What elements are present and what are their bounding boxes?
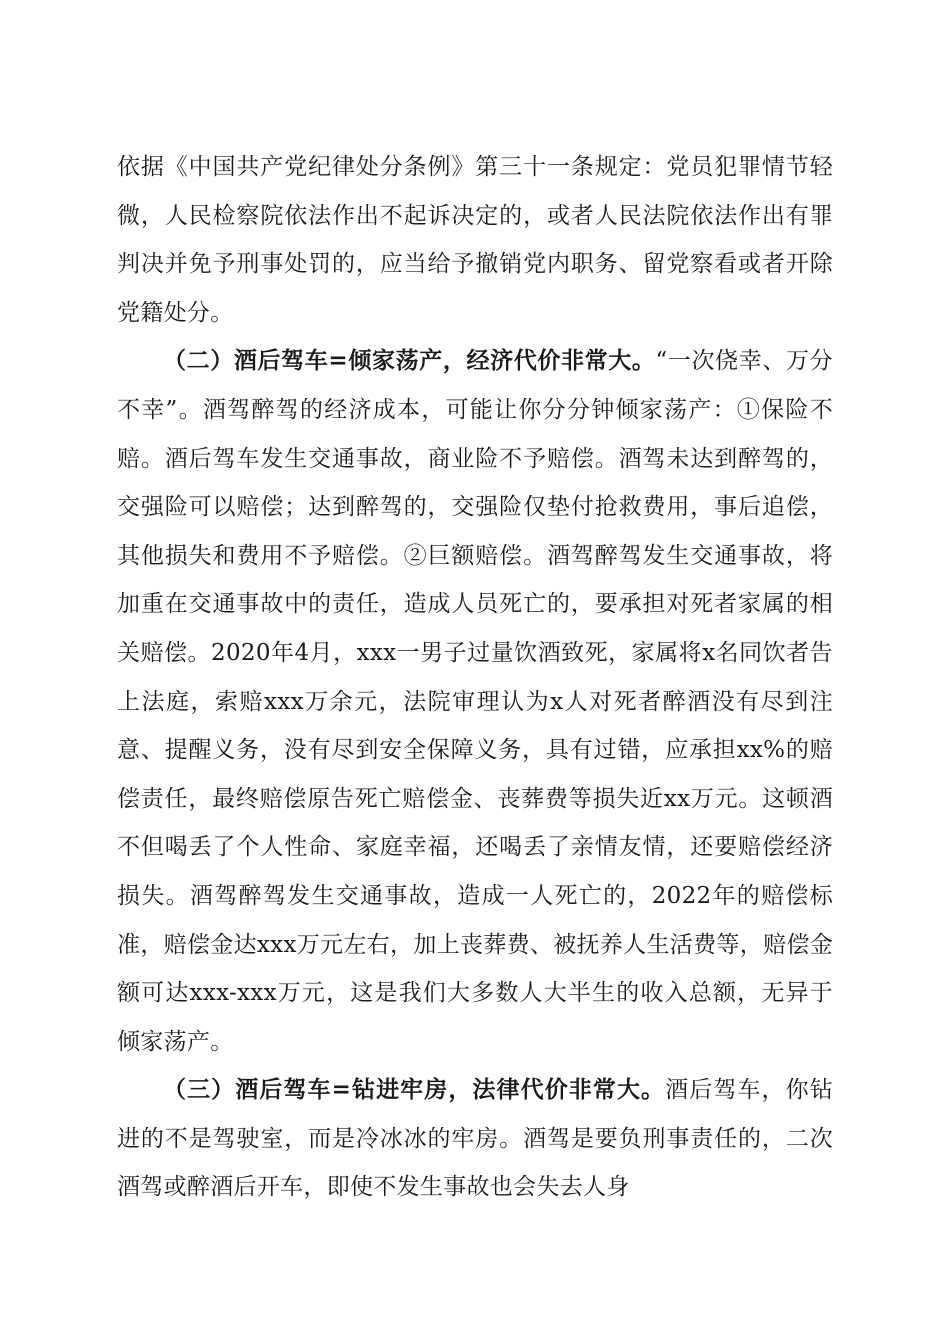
- paragraph-body: 依据《中国共产党纪律处分条例》第三十一条规定：党员犯罪情节轻微，人民检察院依法作出不起诉决定的，或者人民法院依法作出有罪判决并免予刑事处罚的，应当给予撤销党内职务、留党察看或者开除党籍处分。: [117, 154, 833, 326]
- paragraph-legal-cost: [117, 1066, 833, 1212]
- document-body: [117, 143, 833, 1212]
- paragraph-heading: （二）酒后驾车=倾家荡产，经济代价非常大。: [163, 347, 656, 375]
- paragraph-body: “一次侥幸、万分不幸”。酒驾醉驾的经济成本，可能让你分分钟倾家荡产：①保险不赔。酒后驾车发生交通事故，商业险不予赔偿。酒驾未达到醉驾的，交强险可以赔偿；达到醉驾的，交强险仅垫付抢救费用，事后追偿，其他损失和费用不予赔偿。②巨额赔偿。酒驾醉驾发生交通事故，将加重在交通事故中的责任，造成人员死亡的，要承担对死者家属的相关赔偿。2020年4月，xxx一男子过量饮酒致死，家属将x名同饮者告上法庭，索赔xxx万余元，法院审理认为x人对死者醉酒没有尽到注意、提醒义务，没有尽到安全保障义务，具有过错，应承担xx%的赔偿责任，最终赔偿原告死亡赔偿金、丧葬费等损失近xx万元。这顿酒不但喝丢了个人性命、家庭幸福，还喝丢了亲情友情，还要赔偿经济损失。酒驾醉驾发生交通事故，造成一人死亡的，2022年的赔偿标准，赔偿金达xxx万元左右，加上丧葬费、被抚养人生活费等，赔偿金额可达xxx-xxx万元，这是我们大多数人大半生的收入总额，无异于倾家荡产。: [117, 348, 833, 1055]
- paragraph-body: 酒后驾车，你钻进的不是驾驶室，而是冷冰冰的牢房。酒驾是要负刑事责任的，二次酒驾或醉酒后开车，即使不发生事故也会失去人身: [117, 1077, 833, 1201]
- paragraph-heading: （三）酒后驾车=钻进牢房，法律代价非常大。: [163, 1076, 666, 1104]
- paragraph-economic-cost: [117, 337, 833, 1066]
- paragraph-discipline-regulation: [117, 143, 833, 337]
